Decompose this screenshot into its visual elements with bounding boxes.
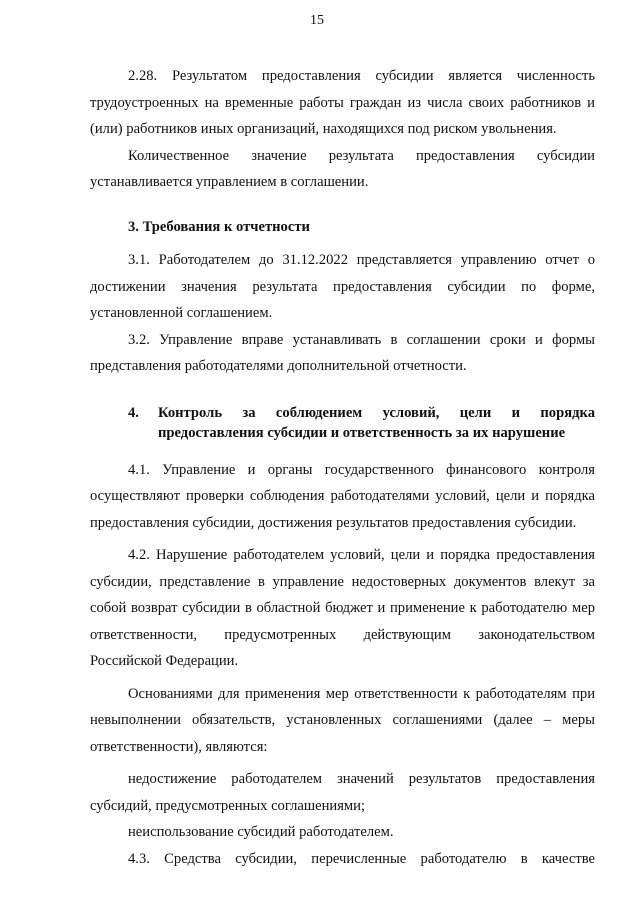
paragraph-3-1: 3.1. Работодателем до 31.12.2022 представляется управлению отчет о достижении значения результата предоставления субсидии по форме, установленной соглашением.: [90, 252, 595, 321]
section-4-title-line1: Контроль за соблюдением условий, цели и порядка: [158, 404, 595, 421]
paragraph-3-2: 3.2. Управление вправе устанавливать в соглашении сроки и формы представления работодателями дополнительной отчетности.: [90, 331, 595, 374]
section-4-heading: [90, 403, 595, 443]
page-number: 15: [310, 13, 324, 28]
paragraph-4-2: 4.2. Нарушение работодателем условий, цели и порядка предоставления субсидии, представление в управление недостоверных документов влекут за собой возврат субсидии в областной бюджет и применение к работодателю мер ответственности, предусмотренных действующим законодательством Российской Федерации.: [90, 547, 595, 669]
paragraph-2-28-continued: Количественное значение результата предоставления субсидии устанавливается управлением в соглашении.: [90, 147, 595, 190]
paragraph-4-1: 4.1. Управление и органы государственного финансового контроля осуществляют проверки соблюдения работодателями условий, цели и порядка предоставления субсидии, достижения результатов предоставления субсидии.: [90, 461, 595, 531]
paragraph-4-2-item-1: недостижение работодателем значений результатов предоставления субсидий, предусмотренных соглашениями;: [90, 771, 595, 814]
paragraph-4-2-grounds: Основаниями для применения мер ответственности к работодателям при невыполнении обязательств, установленных соглашениями (далее – меры ответственности), являются:: [90, 685, 595, 755]
section-4-title: [158, 403, 595, 443]
document-body: [90, 63, 595, 872]
paragraph-4-2-item-2: неиспользование субсидий работодателем.: [128, 824, 394, 840]
paragraph-2-28: 2.28. Результатом предоставления субсидии является численность трудоустроенных на временные работы граждан из числа своих работников и (или) работников иных организаций, находящихся под риском увольнения.: [90, 68, 595, 137]
paragraph-4-3: 4.3. Средства субсидии, перечисленные работодателю в качестве: [128, 850, 595, 867]
section-4-number: 4.: [128, 404, 139, 421]
section-3-heading: 3. Требования к отчетности: [128, 218, 310, 235]
section-4-title-line2: предоставления субсидии и ответственность за их нарушение: [158, 424, 566, 441]
